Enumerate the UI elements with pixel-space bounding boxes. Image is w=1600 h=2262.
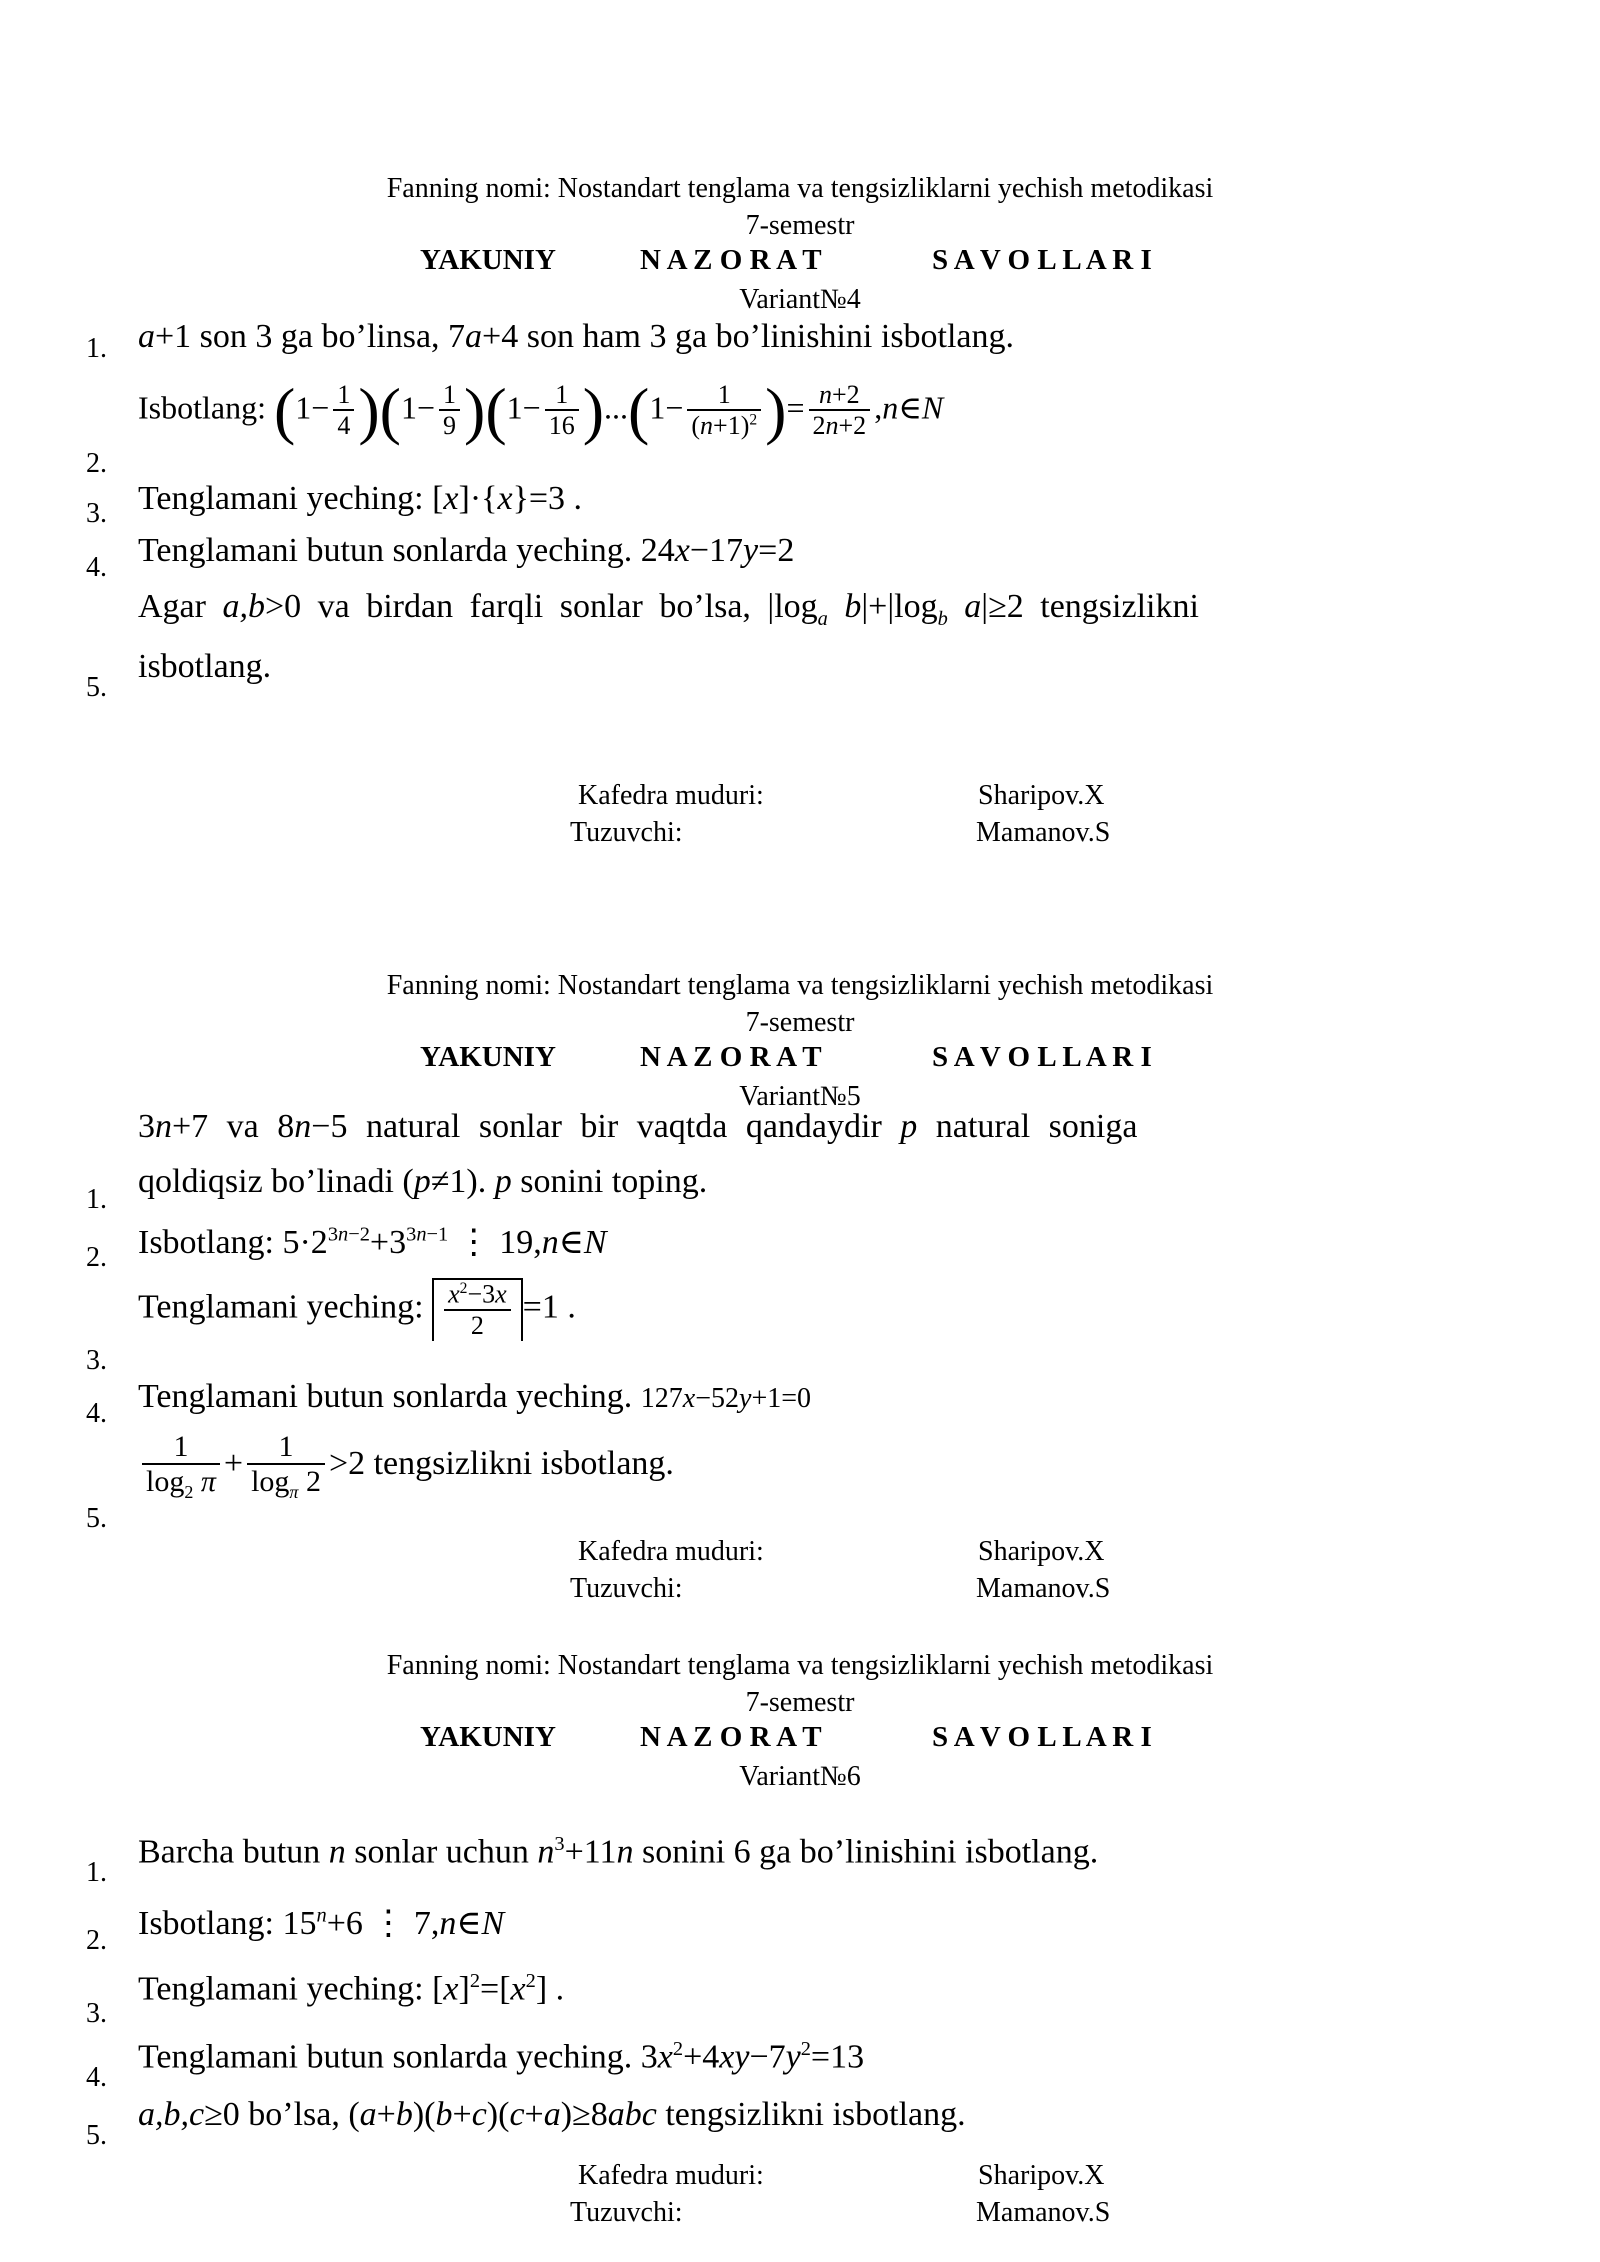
question-number: 2. [86,1242,107,1273]
author-name: Mamanov.S [976,2197,1111,2228]
head-name: Sharipov.X [978,1536,1105,1567]
question-number: 5. [86,1503,107,1534]
question-text: a+1 son 3 ga bo’linsa, 7a+4 son ham 3 ga bo’linishini isbotlang. [138,318,1015,355]
author-label: Tuzuvchi: [570,1573,683,1604]
exam-header [0,244,1600,282]
semester: 7-semestr [745,1007,855,1038]
question-formula: $\frac{1}{\log_2 \pi}$ + $\frac{1}{\log_\pi 2}$ >2 tengsizlikni isbotlang. [138,1430,674,1503]
question-number: 2. [86,1925,107,1956]
question-formula: Tenglamani yeching: $\frac{x^2-3x}{2}$ =1 . [138,1279,576,1341]
header-word-3: S A V O L L A R I [932,244,1152,276]
semester: 7-semestr [745,210,855,241]
author-label: Tuzuvchi: [570,2197,683,2228]
head-label: Kafedra muduri: [578,2160,764,2191]
question-formula: Isbotlang: (1− $\frac{1}{4}$ )(1− $\frac{1}{9}$ )(1− $\frac{1}{16}$ )...(1− $\frac{1}{(n+1)^2}$ )= $\frac{n+2}{2n+2}$ ,n∈N [138,375,944,446]
question-text: Tenglamani butun sonlarda yeching. $3x^2+4xy-7y^2=13$ [138,2038,865,2076]
question-formula: Isbotlang: $15^n+6$ ⋮ 7,n∈N [138,1904,505,1942]
question-text: Barcha butun n sonlar uchun $n^3+11n$ sonini 6 ga bo’linishini isbotlang. [138,1833,1099,1871]
question-number: 5. [86,2120,107,2151]
header-word-2: N A Z O R A T [640,1041,822,1073]
question-text-cont: qoldiqsiz bo’linadi (p≠1). p sonini toping. [138,1163,708,1200]
head-label: Kafedra muduri: [578,780,764,811]
question-text: Tenglamani butun sonlarda yeching. 127x−52y+1=0 [138,1378,812,1415]
variant-number: Variant№6 [739,1761,861,1792]
question-number: 3. [86,1345,107,1376]
question-number: 5. [86,672,107,703]
question-number: 3. [86,1998,107,2029]
question-text: a,b,c≥0 bo’lsa, (a+b)(b+c)(c+a)≥8abc tengsizlikni isbotlang. [138,2096,966,2133]
header-word-1: YAKUNIY [420,244,556,276]
author-name: Mamanov.S [976,1573,1111,1604]
exam-header [0,1721,1600,1759]
question-text: Agar a,b>0 va birdan farqli sonlar bo’lsa, $|\log_a$ $b|+|\log_b$ a|≥2 tengsizlikni [138,588,1199,630]
question-text-cont: isbotlang. [138,648,272,685]
question-number: 2. [86,448,107,479]
course-title: Fanning nomi: Nostandart tenglama va tengsizliklarni yechish metodikasi [386,173,1214,204]
author-label: Tuzuvchi: [570,817,683,848]
question-number: 4. [86,552,107,583]
question-number: 4. [86,1398,107,1429]
question-number: 3. [86,498,107,529]
question-number: 1. [86,1184,107,1215]
question-text: Tenglamani yeching: [x]·{x}=3 . [138,480,583,517]
question-text: 3n+7 va 8n−5 natural sonlar bir vaqtda qandaydir p natural soniga [138,1108,1138,1145]
header-word-2: N A Z O R A T [640,244,822,276]
header-word-1: YAKUNIY [420,1721,556,1753]
variant-number: Variant№4 [739,284,861,315]
head-label: Kafedra muduri: [578,1536,764,1567]
course-title: Fanning nomi: Nostandart tenglama va tengsizliklarni yechish metodikasi [386,970,1214,1001]
question-formula: Isbotlang: $5\cdot 2^{3n-2}+3^{3n-1}$ ⋮ 19,n∈N [138,1223,607,1261]
exam-header [0,1041,1600,1079]
question-formula: Tenglamani yeching: $[x]^2=[x^2]$ . [138,1970,565,2008]
semester: 7-semestr [745,1687,855,1718]
head-name: Sharipov.X [978,2160,1105,2191]
head-name: Sharipov.X [978,780,1105,811]
question-number: 4. [86,2062,107,2093]
question-number: 1. [86,1857,107,1888]
question-text: Tenglamani butun sonlarda yeching. 24x−17y=2 [138,532,795,569]
question-number: 1. [86,333,107,364]
author-name: Mamanov.S [976,817,1111,848]
header-word-3: S A V O L L A R I [932,1041,1152,1073]
variant-number: Variant№5 [739,1081,861,1112]
course-title: Fanning nomi: Nostandart tenglama va tengsizliklarni yechish metodikasi [386,1650,1214,1681]
header-word-2: N A Z O R A T [640,1721,822,1753]
header-word-1: YAKUNIY [420,1041,556,1073]
header-word-3: S A V O L L A R I [932,1721,1152,1753]
